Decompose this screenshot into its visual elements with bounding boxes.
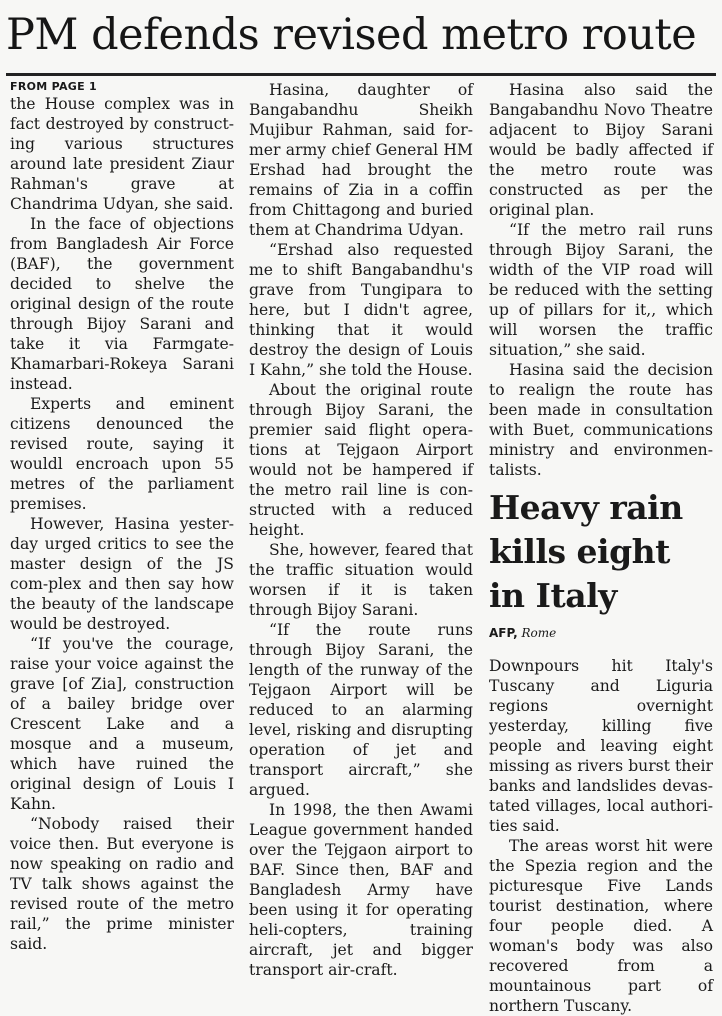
article-paragraph: Hasina said the decision to realign the route has been made in consultation with Buet, communications ministry and environmen-talists. (489, 361, 713, 479)
brief-headline: Heavy rain kills eight in Italy (489, 488, 683, 615)
article-column-2 (249, 80, 473, 980)
headline-rule (6, 73, 716, 76)
article-column-3 (489, 80, 713, 1016)
article-column-1 (10, 80, 234, 954)
article-paragraph: In the face of objections from Bangladesh Air Force (BAF), the government decided to shelve the original design of the route through Bijoy Sarani and take it via Farmgate-Khamarbari-Rokeya Sarani instead. (10, 215, 234, 393)
byline-agency: AFP, (489, 626, 518, 640)
page-headline: PM defends revised metro route (6, 10, 697, 60)
byline-place: Rome (521, 626, 557, 640)
article-paragraph: “Nobody raised their voice then. But everyone is now speaking on radio and TV talk shows against the revised route of the metro rail,” the prime minister said. (10, 815, 234, 953)
article-paragraph: In 1998, the then Awami League government handed over the Tejgaon airport to BAF. Since then, BAF and Bangladesh Army have been using it for operating heli-copters, training aircraft, jet and bigger transport air-craft. (249, 801, 473, 979)
article-paragraph: Experts and eminent citizens denounced the revised route, saying it wouldl encroach upon 55 metres of the parliament premises. (10, 395, 234, 513)
article-paragraph: Hasina also said the Bangabandhu Novo Theatre adjacent to Bijoy Sarani would be badly affected if the metro route was constructed as per the original plan. (489, 81, 713, 219)
article-paragraph: “If the route runs through Bijoy Sarani, the length of the runway of the Tejgaon Airport will be reduced to an alarming level, risking and disrupting operation of jet and transport aircraft,” she argued. (249, 621, 473, 799)
article-paragraph: About the original route through Bijoy Sarani, the premier said flight opera-tions at Tejgaon Airport would not be hampered if the metro rail line is con-structed with a reduced height. (249, 381, 473, 539)
article-paragraph: “If the metro rail runs through Bijoy Sarani, the width of the VIP road will be reduced with the setting up of pillars for it,, which will worsen the traffic situation,” she said. (489, 221, 713, 359)
article-paragraph: Hasina, daughter of Bangabandhu Sheikh Mujibur Rahman, said for-mer army chief General HM Ershad had brought the remains of Zia in a coffin from Chittagong and buried them at Chandrima Udyan. (249, 81, 473, 239)
article-paragraph: However, Hasina yester-day urged critics to see the master design of the JS com-plex and then say how the beauty of the landscape would be destroyed. (10, 515, 234, 633)
brief-paragraph: Downpours hit Italy's Tuscany and Liguria regions overnight yesterday, killing five people and leaving eight missing as rivers burst their banks and landslides devas-tated villages, local authori-ties said. (489, 657, 713, 835)
brief-paragraph: The areas worst hit were the Spezia region and the picturesque Five Lands tourist destination, where four people died. A woman's body was also recovered from a mountainous part of northern Tuscany. (489, 837, 713, 1015)
article-paragraph: the House complex was in fact destroyed by construct-ing various structures around late president Ziaur Rahman's grave at Chandrima Udyan, she said. (10, 95, 234, 213)
article-paragraph: “If you've the courage, raise your voice against the grave [of Zia], construction of a bailey bridge over Crescent Lake and a mosque and a museum, which have ruined the original design of Louis I Kahn. (10, 635, 234, 813)
article-paragraph: “Ershad also requested me to shift Bangabandhu's grave from Tungipara to here, but I didn't agree, thinking that it would destroy the design of Louis I Kahn,” she told the House. (249, 241, 473, 379)
from-page-kicker: FROM PAGE 1 (10, 80, 98, 93)
brief-byline (489, 624, 713, 642)
article-paragraph: She, however, feared that the traffic situation would worsen if it is taken through Bijoy Sarani. (249, 541, 473, 619)
